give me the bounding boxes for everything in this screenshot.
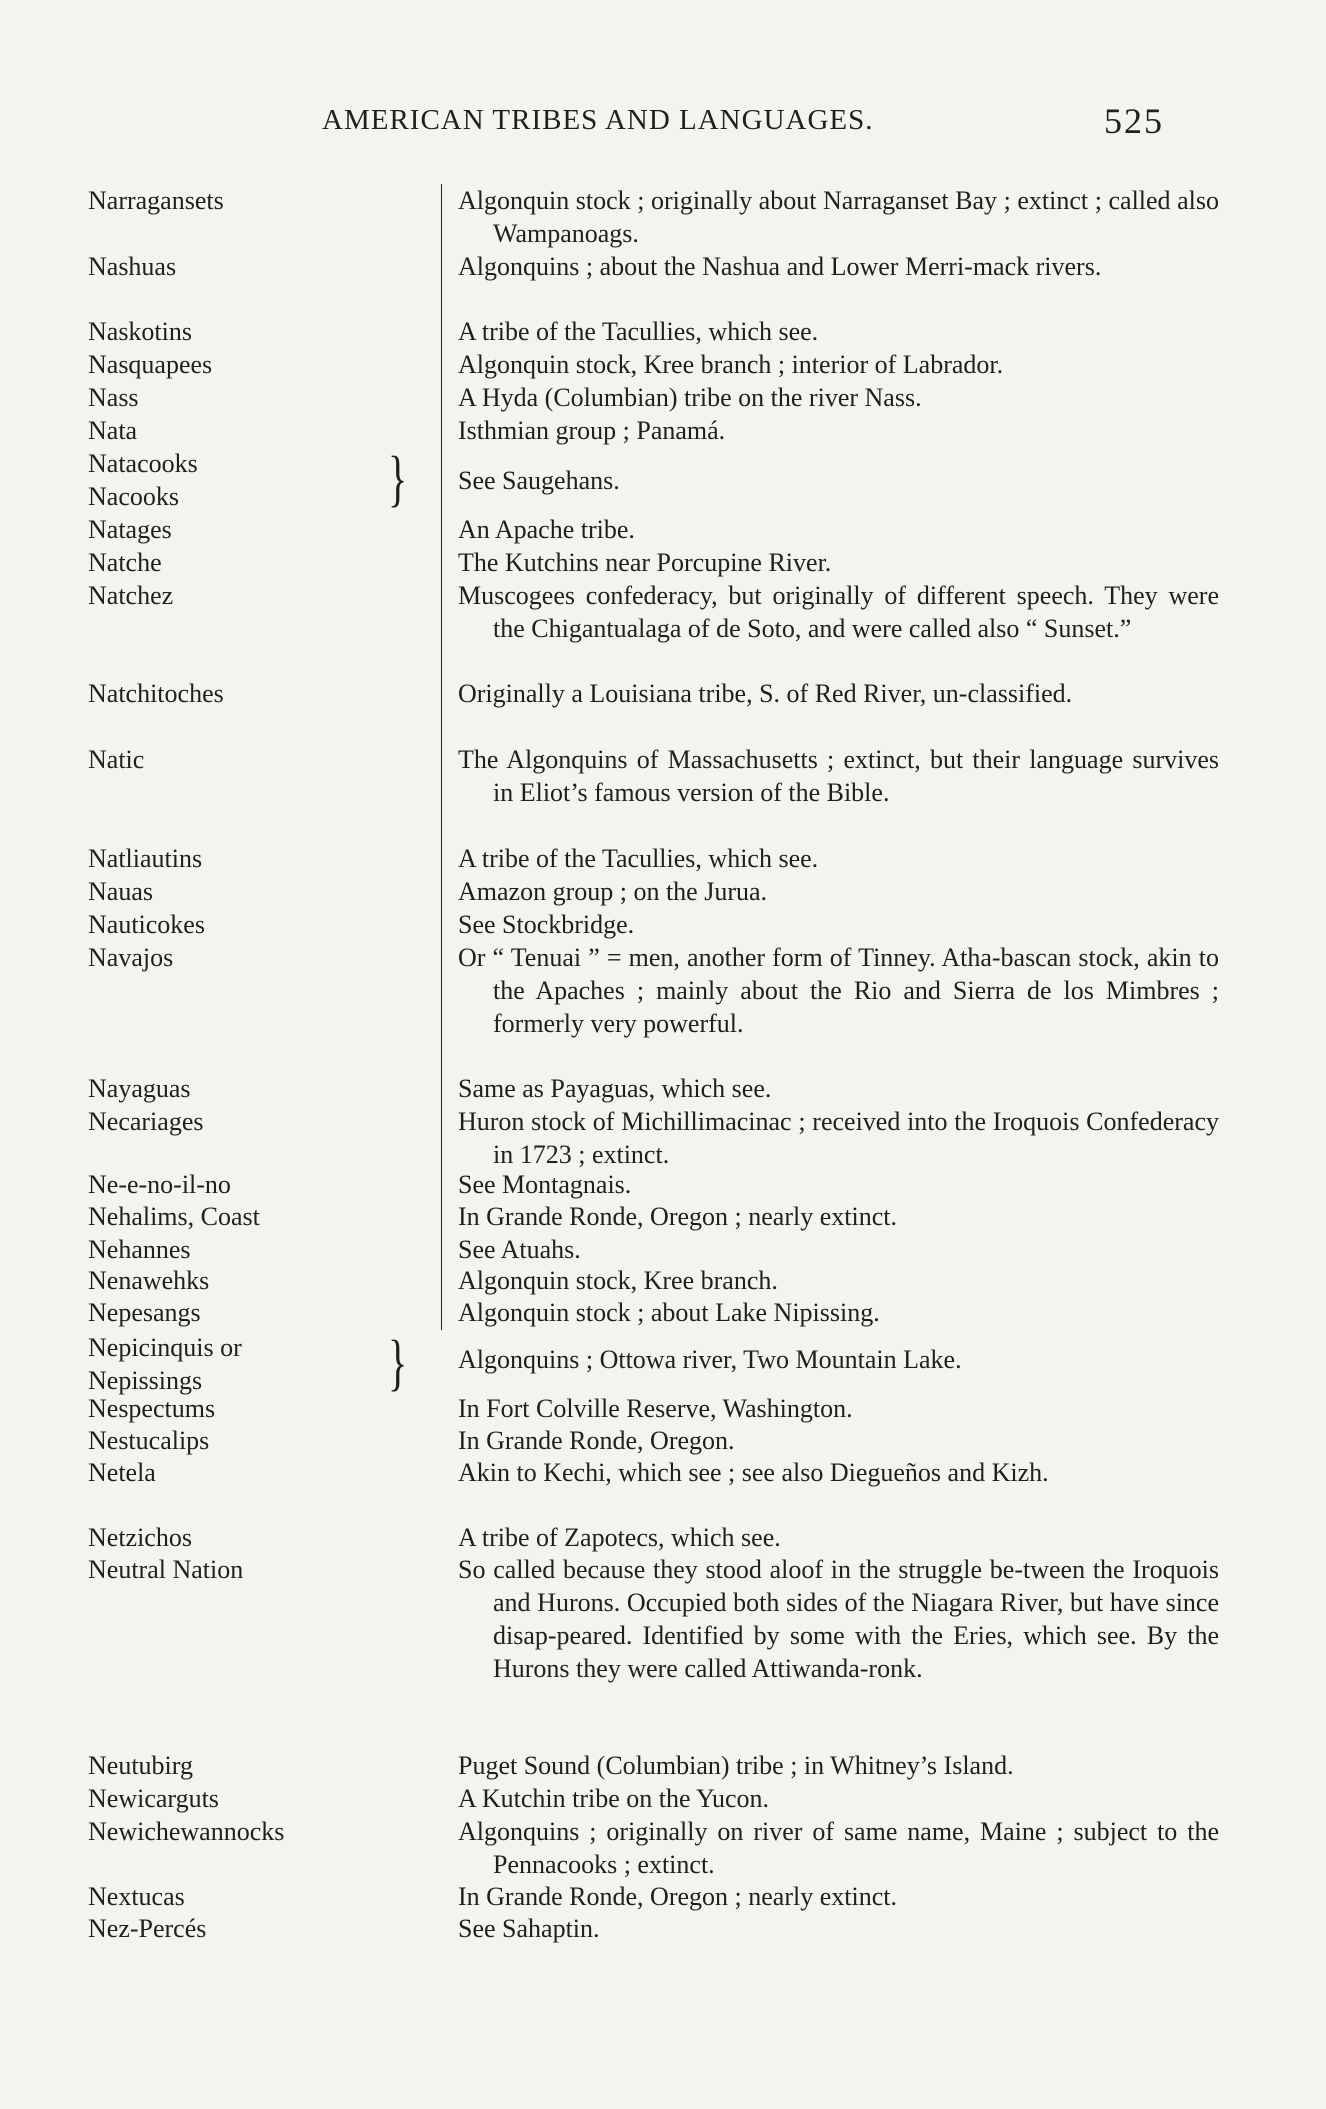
entry-description: Algonquin stock, Kree branch ; interior of Labrador. [458, 350, 1004, 379]
entry-description: In Fort Colville Reserve, Washington. [458, 1394, 853, 1423]
entry-term: Netzichos [88, 1523, 192, 1552]
entry-term: Neutubirg [88, 1751, 193, 1780]
entry-description: Huron stock of Michillimacinac ; received into the Iroquois Confederacy in 1723 ; extinct. [458, 1107, 1219, 1169]
entry-description: Muscogees confederacy, but originally of different speech. They were the Chigantualaga of de Soto, and were called also “ Sunset.” [458, 581, 1219, 643]
entry-description: Amazon group ; on the Jurua. [458, 877, 768, 906]
entry-term: Nashuas [88, 252, 177, 281]
entry-description: A tribe of the Tacullies, which see. [458, 844, 819, 873]
entry-term: Newicarguts [88, 1784, 219, 1813]
entry-description: Algonquins ; Ottowa river, Two Mountain Lake. [458, 1345, 962, 1374]
entry-description: Algonquin stock, Kree branch. [458, 1266, 778, 1295]
entry-description: See Saugehans. [458, 466, 620, 495]
column-divider [441, 184, 442, 1330]
entry-description: In Grande Ronde, Oregon ; nearly extinct. [458, 1202, 897, 1231]
entry-description: See Montagnais. [458, 1170, 632, 1199]
entry-description: An Apache tribe. [458, 515, 635, 544]
entry-description: Akin to Kechi, which see ; see also Diegueños and Kizh. [458, 1458, 1049, 1487]
entry-term: Nehalims, Coast [88, 1202, 260, 1231]
entry-description: See Stockbridge. [458, 910, 635, 939]
entry-term: Natche [88, 548, 162, 577]
page-number: 525 [1104, 101, 1164, 141]
entry-description: Originally a Louisiana tribe, S. of Red River, un-classified. [458, 679, 1073, 708]
entry-description: Same as Payaguas, which see. [458, 1074, 772, 1103]
entry-description: A tribe of Zapotecs, which see. [458, 1523, 781, 1552]
entry-term: Nespectums [88, 1394, 216, 1423]
entry-term: Nenawehks [88, 1266, 210, 1295]
entry-term: Nepicinquis or [88, 1333, 242, 1362]
entry-term: Nata [88, 416, 138, 445]
entry-term: Nauticokes [88, 910, 205, 939]
entry-term-secondary: Nacooks [88, 482, 179, 511]
entry-term: Natages [88, 515, 172, 544]
entry-description: In Grande Ronde, Oregon ; nearly extinct. [458, 1882, 897, 1911]
entry-description: See Atuahs. [458, 1235, 581, 1264]
running-title: AMERICAN TRIBES AND LANGUAGES. [322, 104, 874, 136]
entry-term: Narragansets [88, 186, 224, 215]
entry-term: Newichewannocks [88, 1817, 285, 1846]
entry-term: Necariages [88, 1107, 204, 1136]
entry-term: Nass [88, 383, 139, 412]
brace-glyph: } [388, 443, 408, 514]
entry-description: In Grande Ronde, Oregon. [458, 1426, 735, 1455]
entry-description: Or “ Tenuai ” = men, another form of Tinney. Atha-bascan stock, akin to the Apaches ; mainly about the Rio and Sierra de los Mimbres ; formerly very powerful. [458, 943, 1219, 1038]
entry-term: Nasquapees [88, 350, 213, 379]
entry-term: Neutral Nation [88, 1555, 244, 1584]
entry-description: The Algonquins of Massachusetts ; extinct, but their language survives in Eliot’s famous version of the Bible. [458, 745, 1219, 807]
entry-term: Natliautins [88, 844, 203, 873]
entry-term: Nez-Percés [88, 1914, 207, 1943]
entry-term: Natchitoches [88, 679, 224, 708]
entry-term: Natic [88, 745, 145, 774]
entry-term: Naskotins [88, 317, 192, 346]
entry-term: Nayaguas [88, 1074, 191, 1103]
brace-glyph: } [388, 1327, 408, 1398]
entry-term: Navajos [88, 943, 174, 972]
entry-term: Nepesangs [88, 1298, 201, 1327]
entry-term: Nextucas [88, 1882, 185, 1911]
entry-term: Netela [88, 1458, 156, 1487]
entry-description: So called because they stood aloof in the struggle be-tween the Iroquois and Hurons. Occupied both sides of the Niagara River, but have since disap-peared. Identified by some with the Eries, which see. By the Hurons they were called Attiwanda-ronk. [458, 1555, 1219, 1683]
entry-description: Puget Sound (Columbian) tribe ; in Whitney’s Island. [458, 1751, 1014, 1780]
entry-term: Nauas [88, 877, 153, 906]
entry-term: Natacooks [88, 449, 198, 478]
entry-description: A tribe of the Tacullies, which see. [458, 317, 819, 346]
entry-description: Isthmian group ; Panamá. [458, 416, 726, 445]
entry-description: Algonquins ; originally on river of same name, Maine ; subject to the Pennacooks ; extinct. [458, 1817, 1219, 1879]
entry-description: Algonquin stock ; originally about Narraganset Bay ; extinct ; called also Wampanoags. [458, 186, 1219, 248]
entry-term: Nestucalips [88, 1426, 210, 1455]
entry-description: Algonquins ; about the Nashua and Lower Merri-mack rivers. [458, 252, 1102, 281]
entry-term: Natchez [88, 581, 174, 610]
entry-description: The Kutchins near Porcupine River. [458, 548, 832, 577]
entry-description: See Sahaptin. [458, 1914, 600, 1943]
entry-description: A Kutchin tribe on the Yucon. [458, 1784, 769, 1813]
entry-term-secondary: Nepissings [88, 1366, 203, 1395]
entry-description: A Hyda (Columbian) tribe on the river Nass. [458, 383, 922, 412]
entry-term: Ne-e-no-il-no [88, 1170, 231, 1199]
entry-description: Algonquin stock ; about Lake Nipissing. [458, 1298, 880, 1327]
entry-term: Nehannes [88, 1235, 191, 1264]
